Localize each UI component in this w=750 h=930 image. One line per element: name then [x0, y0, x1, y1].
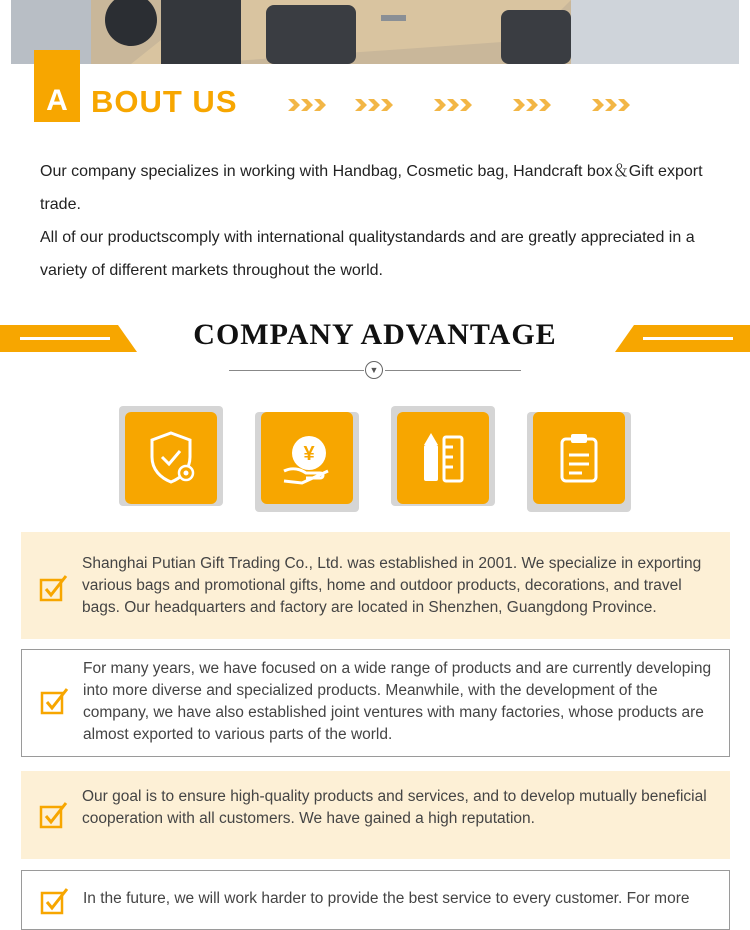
- shield-gear-icon: [140, 427, 202, 489]
- card-text: Our goal is to ensure high-quality products and services, and to develop mutually beneficial cooperation with all customers. We have gained a high reputation.: [82, 788, 707, 827]
- chevron-right-icon: [355, 97, 395, 113]
- office-photo: [11, 0, 739, 64]
- checkbox-check-icon: [40, 885, 70, 915]
- card-text: Shanghai Putian Gift Trading Co., Ltd. was established in 2001. We specialize in exporting various bags and promotional gifts, home and outdoor products, decorations, and travel bags. Our headquarters and factory are located in Shenzhen, Guangdong Province.: [82, 555, 702, 616]
- about-title-letter: A: [46, 84, 68, 117]
- card-text: For many years, we have focused on a wide range of products and are currently developing into more diverse and specialized products. Meanwhile, with the development of the company, we have also established joint ventures with many factories, whose products are almost exported to various parts of the world.: [83, 660, 712, 743]
- advantage-tile-clipboard: [527, 406, 631, 512]
- chevron-right-icon: [434, 97, 474, 113]
- svg-text:¥: ¥: [303, 443, 315, 465]
- advantage-card: [21, 870, 730, 930]
- about-paragraph: All of our productscomply with international qualitystandards and are greatly appreciated in a variety of different markets throughout the world.: [40, 229, 695, 279]
- advantage-tile-finance: [255, 406, 359, 512]
- advantage-title: COMPANY ADVANTAGE: [193, 318, 557, 351]
- checkbox-check-icon: [39, 799, 69, 829]
- about-description: [40, 155, 730, 287]
- divider-line: [229, 370, 364, 371]
- chevron-down-icon: ▼: [365, 361, 383, 379]
- advantage-tile-tools: [391, 406, 495, 512]
- checkbox-check-icon: [40, 685, 70, 715]
- decorative-chevrons: [0, 97, 750, 117]
- card-text: In the future, we will work harder to provide the best service to every customer. For more: [83, 890, 690, 907]
- chevron-right-icon: [288, 97, 328, 113]
- yen-coin-hand-icon: [276, 427, 338, 489]
- clipboard-icon: [548, 427, 610, 489]
- divider-line: [385, 370, 521, 371]
- advantage-card: [21, 771, 730, 859]
- chevron-right-icon: [592, 97, 632, 113]
- advantage-tile-security: [119, 406, 223, 512]
- advantage-card: [21, 649, 730, 757]
- pencil-ruler-icon: [412, 427, 474, 489]
- about-paragraph: Our company specializes in working with Handbag, Cosmetic bag, Handcraft box＆Gift export trade.: [40, 163, 703, 213]
- checkbox-check-icon: [39, 572, 69, 602]
- chevron-right-icon: [513, 97, 553, 113]
- about-title: BOUT US: [91, 84, 238, 119]
- advantage-card: [21, 532, 730, 639]
